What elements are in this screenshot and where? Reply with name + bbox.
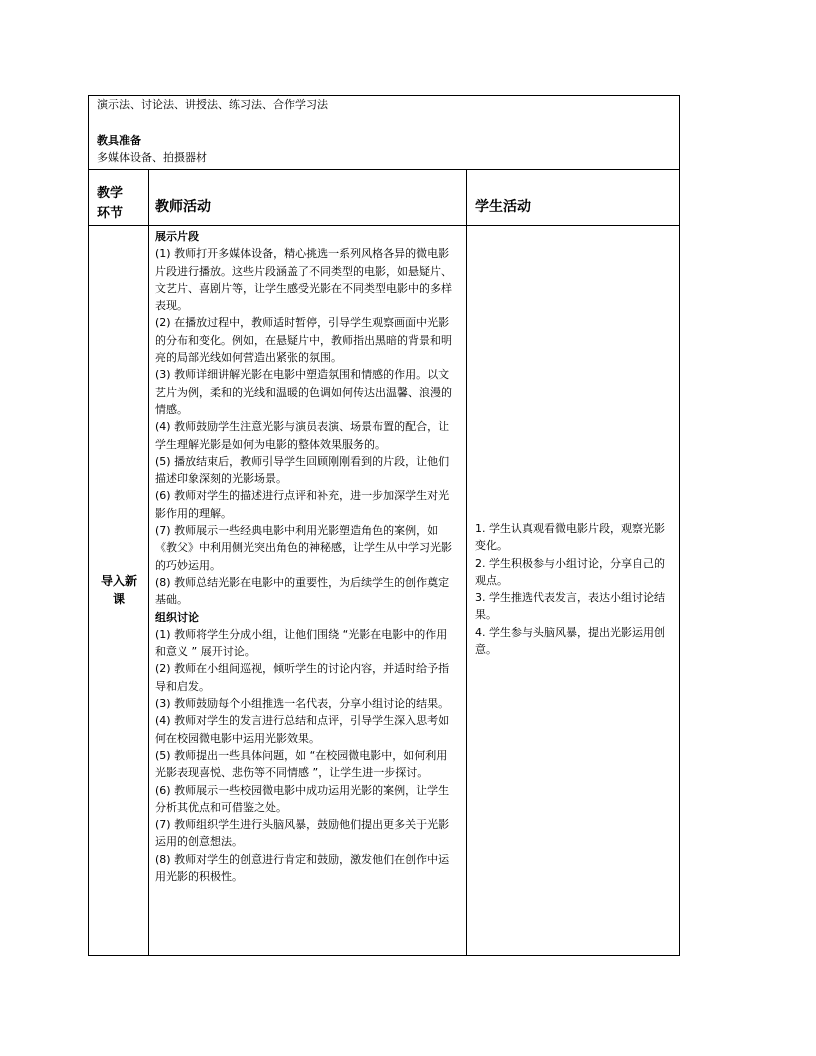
section-title-group-discussion: 组织讨论 [155, 610, 199, 624]
teacher-item: (2) 在播放过程中，教师适时暂停，引导学生观察画面中光影的分布和变化。例如，在悬疑片中，教师指出黑暗的背景和明亮的局部光线如何营造出紧张的氛围。 [155, 316, 452, 365]
lesson-table [88, 169, 680, 956]
stage-cell [93, 572, 145, 608]
teacher-item: (4) 教师对学生的发言进行总结和点评，引导学生深入思考如何在校园微电影中运用光影效果。 [155, 714, 450, 745]
method-equipment-box [88, 95, 680, 170]
teacher-item: (5) 教师提出一些具体问题，如 “在校园微电影中，如何利用光影表现喜悦、悲伤等不同情感 ”，让学生进一步探讨。 [155, 748, 448, 780]
teacher-item: (4) 教师鼓励学生注意光影与演员表演、场景布置的配合，让学生理解光影是如何为电影的整体效果服务的。 [155, 420, 450, 451]
equipment-text: 多媒体设备、拍摄器材 [97, 151, 207, 164]
student-item: 1. 学生认真观看微电影片段，观察光影变化。 [475, 522, 665, 553]
student-item: 3. 学生推选代表发言，表达小组讨论结果。 [475, 591, 665, 622]
teacher-item: (3) 教师详细讲解光影在电影中塑造氛围和情感的作用。以文艺片为例，柔和的光线和温暖的色调如何传达出温馨、浪漫的情感。 [155, 368, 452, 416]
header-stage-line2: 环节 [97, 206, 124, 221]
teacher-item: (8) 教师总结光影在电影中的重要性，为后续学生的创作奠定基础。 [155, 575, 450, 607]
column-divider [466, 170, 467, 955]
header-stage [97, 184, 141, 224]
header-teacher-activity: 教师活动 [155, 199, 211, 215]
teacher-item: (3) 教师鼓励每个小组推选一名代表，分享小组讨论的结果。 [155, 697, 450, 711]
stage-line1: 导入新 [100, 574, 137, 588]
teacher-item: (6) 教师展示一些校园微电影中成功运用光影的案例，让学生分析其优点和可借鉴之处。 [155, 783, 450, 814]
student-item: 2. 学生积极参与小组讨论，分享自己的观点。 [475, 556, 665, 587]
student-activities [475, 520, 675, 658]
teacher-item: (1) 教师将学生分成小组，让他们围绕 “光影在电影中的作用和意义 ” 展开讨论。 [155, 627, 448, 659]
teacher-item: (5) 播放结束后，教师引导学生回顾刚刚看到的片段，让他们描述印象深刻的光影场景。 [155, 454, 450, 486]
stage-line2: 课 [112, 592, 125, 606]
section-title-show-clips: 展示片段 [155, 230, 199, 243]
column-divider [148, 170, 149, 955]
header-stage-line1: 教学 [97, 186, 124, 201]
teacher-item: (6) 教师对学生的描述进行点评和补充，进一步加深学生对光影作用的理解。 [155, 489, 450, 520]
teacher-item: (2) 教师在小组间巡视，倾听学生的讨论内容，并适时给予指导和启发。 [155, 662, 450, 693]
equipment-heading: 教具准备 [97, 134, 141, 147]
header-divider [89, 225, 679, 226]
teaching-methods-text: 演示法、讨论法、讲授法、练习法、合作学习法 [97, 98, 328, 111]
teacher-item: (1) 教师打开多媒体设备，精心挑选一系列风格各异的微电影片段进行播放。这些片段涵盖了不同类型的电影，如悬疑片、文艺片、喜剧片等，让学生感受光影在不同类型电影中的多样表现。 [155, 247, 452, 313]
teacher-activities [155, 228, 455, 885]
teacher-item: (7) 教师展示一些经典电影中利用光影塑造角色的案例，如《教父》中利用侧光突出角色的神秘感，让学生从中学习光影的巧妙运用。 [155, 524, 452, 572]
student-item: 4. 学生参与头脑风暴，提出光影运用创意。 [475, 625, 665, 657]
teacher-item: (7) 教师组织学生进行头脑风暴，鼓励他们提出更多关于光影运用的创意想法。 [155, 818, 450, 849]
teacher-item: (8) 教师对学生的创意进行肯定和鼓励，激发他们在创作中运用光影的积极性。 [155, 852, 450, 883]
header-student-activity: 学生活动 [475, 199, 531, 215]
